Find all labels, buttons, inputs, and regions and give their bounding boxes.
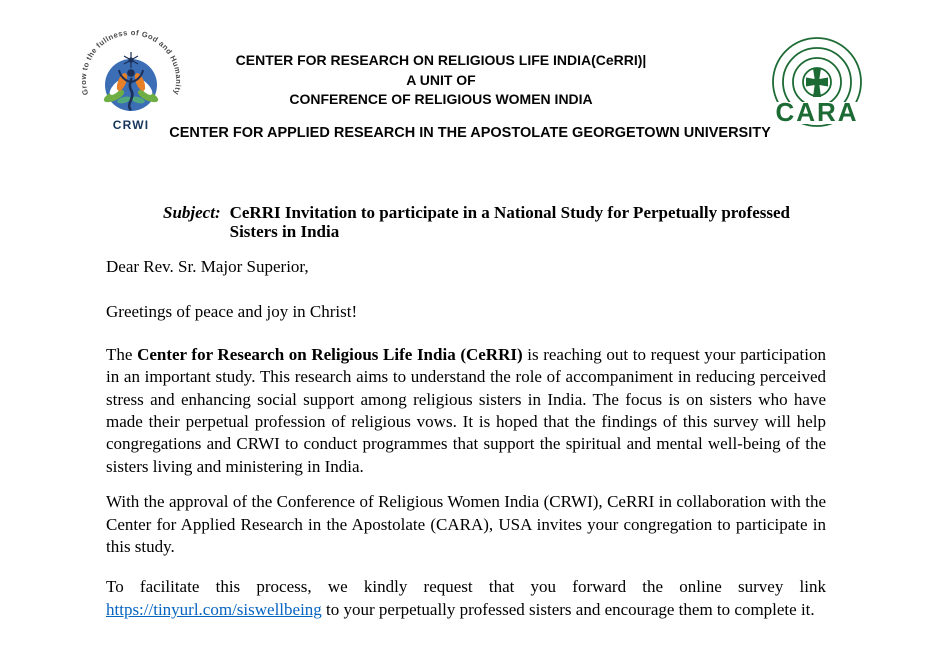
org-header <box>131 51 751 110</box>
cara-label: CARA <box>775 97 859 127</box>
org-line-2: A UNIT OF <box>406 71 476 88</box>
paragraph-2 <box>106 491 826 558</box>
survey-link[interactable]: https://tinyurl.com/siswellbeing <box>106 599 322 619</box>
paragraph-3 <box>106 576 826 621</box>
paragraph-1 <box>106 344 826 478</box>
letter-body <box>106 256 826 621</box>
crwi-motto-text: Grow to the fullness of God and Humanity <box>78 27 184 97</box>
org-line-3: CONFERENCE OF RELIGIOUS WOMEN INDIA <box>289 91 593 107</box>
subject-label: Subject: <box>163 203 221 222</box>
greeting: Greetings of peace and joy in Christ! <box>106 302 358 322</box>
body-text-segment: to your perpetually professed sisters and encourage them to complete it. <box>321 599 815 619</box>
subject-line <box>163 203 807 241</box>
body-text-segment: With the approval of the Conference of Religious Women India (CRWI), CeRRI in collaboration with the Center for Applied Research in the Apostolate (CARA), USA invites your congregation to participate in this study. <box>106 492 826 557</box>
body-text-segment: To facilitate this process, we kindly request that you forward the online survey link <box>106 577 826 597</box>
crwi-label: CRWI <box>112 118 150 132</box>
org-line-1: CENTER FOR RESEARCH ON RELIGIOUS LIFE INDIA(CeRRI)| <box>235 52 647 68</box>
bold-text: Center for Research on Religious Life India (CeRRI) <box>137 344 523 364</box>
salutation: Dear Rev. Sr. Major Superior, <box>106 257 309 276</box>
body-text-segment: is reaching out to request your participation in an important study. This research aims to understand the role of accompaniment in reducing perceived stress and enhancing social support among religious sisters in India. The focus is on sisters who have made their perpetual profession of religious vows. It is hoped that the findings of this survey will help congregations and CRWI to conduct programmes that support the spiritual and mental well-being of the sisters living and ministering in India. <box>106 344 826 476</box>
body-text-segment: The <box>106 344 138 364</box>
org-line-4: CENTER FOR APPLIED RESEARCH IN THE APOSTOLATE GEORGETOWN UNIVERSITY <box>169 125 771 141</box>
subject-text: CeRRI Invitation to participate in a National Study for Perpetually professed Sisters in India <box>229 203 790 241</box>
